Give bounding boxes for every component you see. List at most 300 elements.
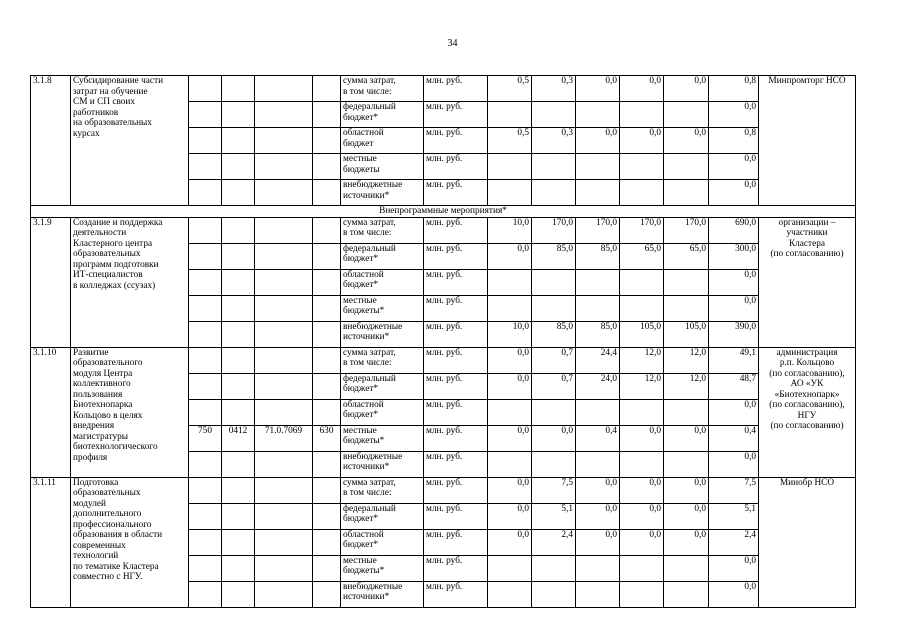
code-cell [313, 347, 341, 373]
code-cell [222, 128, 255, 154]
executor-cell [759, 477, 856, 607]
value-cell [620, 295, 664, 321]
value-cell [488, 555, 532, 581]
code-cell [255, 243, 313, 269]
value-cell: 0,0 [576, 128, 620, 154]
code-cell [222, 581, 255, 607]
code-cell [222, 295, 255, 321]
code-cell [222, 555, 255, 581]
code-cell [313, 243, 341, 269]
text-line: в том числе: [343, 358, 392, 368]
value-cell: 0,0 [488, 347, 532, 373]
code-cell [313, 128, 341, 154]
funding-source-label [341, 321, 424, 347]
unit-cell: млн. руб. [424, 477, 488, 503]
text-line: Развитие [73, 347, 109, 358]
value-cell [532, 451, 576, 477]
funding-source-label [341, 347, 424, 373]
text-line: федеральный [343, 373, 396, 384]
text-line: в том числе: [343, 488, 392, 498]
text-line: внебюджетные [343, 451, 403, 462]
value-cell [488, 581, 532, 607]
value-cell [620, 154, 664, 180]
unit-cell: млн. руб. [424, 321, 488, 347]
funding-source-label [341, 217, 424, 243]
code-cell [313, 555, 341, 581]
text-line: областной [343, 128, 384, 138]
value-cell [532, 555, 576, 581]
value-cell: 170,0 [532, 217, 576, 243]
value-cell: 0,0 [488, 503, 532, 529]
value-cell: 5,1 [709, 503, 759, 529]
value-cell: 24,4 [576, 347, 620, 373]
code-cell [189, 269, 222, 295]
code-cell [222, 243, 255, 269]
text-line: бюджет* [343, 384, 379, 394]
budget-table [30, 75, 856, 608]
code-cell [313, 503, 341, 529]
item-number: 3.1.8 [31, 76, 71, 206]
text-line: источники* [343, 190, 390, 201]
unit-cell: млн. руб. [424, 581, 488, 607]
funding-source-label [341, 102, 424, 128]
code-cell [313, 399, 341, 425]
value-cell: 24,0 [576, 373, 620, 399]
code-cell [255, 321, 313, 347]
text-line: федеральный [343, 243, 396, 254]
value-cell [532, 180, 576, 206]
value-cell: 0,0 [488, 373, 532, 399]
code-cell [255, 180, 313, 206]
text-line: деятельности [73, 228, 127, 238]
text-line: местные [343, 295, 377, 306]
page-number: 34 [447, 38, 458, 49]
value-cell [532, 154, 576, 180]
table-row [31, 347, 856, 373]
unit-cell: млн. руб. [424, 399, 488, 425]
value-cell: 0,0 [620, 529, 664, 555]
text-line: организации – [778, 217, 836, 228]
code-cell [189, 373, 222, 399]
text-line: дополнительного [73, 509, 142, 519]
code-cell [222, 399, 255, 425]
text-line: коллективного [73, 379, 131, 389]
value-cell: 0,0 [488, 529, 532, 555]
value-cell: 2,4 [709, 529, 759, 555]
value-cell [620, 581, 664, 607]
code-cell [189, 529, 222, 555]
code-cell [222, 503, 255, 529]
value-cell: 85,0 [576, 243, 620, 269]
value-cell: 85,0 [532, 243, 576, 269]
value-cell [576, 555, 620, 581]
value-cell [620, 555, 664, 581]
value-cell [532, 102, 576, 128]
item-title [71, 347, 189, 477]
value-cell [576, 154, 620, 180]
text-line: Кластера [788, 238, 826, 249]
text-line: в колледжах (ссузах) [73, 280, 156, 291]
value-cell: 170,0 [664, 217, 709, 243]
value-cell [620, 102, 664, 128]
text-line: р.п. Кольцово [779, 358, 835, 368]
text-line: образовательных [73, 249, 141, 259]
text-line: федеральный [343, 503, 396, 514]
code-cell [222, 373, 255, 399]
text-line: областной [343, 529, 384, 540]
value-cell [664, 451, 709, 477]
value-cell: 0,7 [532, 347, 576, 373]
value-cell: 0,5 [488, 128, 532, 154]
value-cell: 0,0 [664, 425, 709, 451]
value-cell: 0,0 [709, 154, 759, 180]
value-cell: 390,0 [709, 321, 759, 347]
text-line: современных [73, 540, 126, 551]
value-cell: 0,0 [709, 581, 759, 607]
value-cell [532, 581, 576, 607]
text-line: «Биотехнопарк» [774, 389, 840, 400]
code-cell [189, 217, 222, 243]
code-cell [189, 399, 222, 425]
value-cell: 0,0 [620, 128, 664, 154]
text-line: местные [343, 555, 377, 566]
value-cell: 0,0 [664, 503, 709, 529]
value-cell [620, 399, 664, 425]
code-cell [189, 321, 222, 347]
text-line: бюджеты* [343, 436, 385, 446]
text-line: курсах [73, 128, 100, 139]
value-cell: 49,1 [709, 347, 759, 373]
text-line: Биотехнопарка [73, 400, 133, 410]
text-line: пользования [73, 389, 123, 400]
value-cell [532, 295, 576, 321]
code-cell [255, 102, 313, 128]
value-cell: 0,8 [709, 76, 759, 102]
funding-source-label [341, 76, 424, 102]
code-cell [255, 529, 313, 555]
text-line: Субсидирование части [73, 76, 164, 86]
text-line: администрация [776, 347, 838, 358]
value-cell [488, 180, 532, 206]
value-cell: 48,7 [709, 373, 759, 399]
code-cell [222, 321, 255, 347]
unit-cell: млн. руб. [424, 451, 488, 477]
code-cell [255, 128, 313, 154]
code-cell [255, 399, 313, 425]
text-line: образовательных [73, 488, 141, 498]
value-cell: 0,4 [576, 425, 620, 451]
value-cell [488, 399, 532, 425]
code-cell [313, 373, 341, 399]
value-cell [576, 399, 620, 425]
value-cell: 0,8 [709, 128, 759, 154]
value-cell [576, 180, 620, 206]
text-line: (по согласованию) [770, 421, 844, 431]
text-line: магистратуры [73, 431, 129, 442]
funding-source-label [341, 269, 424, 295]
text-line: образовательного [73, 358, 143, 368]
value-cell: 0,0 [664, 529, 709, 555]
unit-cell: млн. руб. [424, 555, 488, 581]
code-cell: 71.0.7069 [255, 425, 313, 451]
text-line: образования в области [73, 530, 163, 540]
code-cell [222, 477, 255, 503]
value-cell: 0,0 [709, 295, 759, 321]
text-line: на образовательных [73, 118, 152, 128]
text-line: сумма затрат, [343, 477, 396, 488]
value-cell: 0,0 [576, 477, 620, 503]
value-cell [532, 269, 576, 295]
text-line: бюджеты* [343, 306, 385, 316]
value-cell: 65,0 [620, 243, 664, 269]
funding-source-label [341, 128, 424, 154]
value-cell: 0,7 [532, 373, 576, 399]
section-row [31, 206, 856, 218]
unit-cell: млн. руб. [424, 128, 488, 154]
text-line: в том числе: [343, 86, 392, 97]
funding-source-label [341, 529, 424, 555]
unit-cell: млн. руб. [424, 373, 488, 399]
item-title [71, 217, 189, 347]
unit-cell: млн. руб. [424, 503, 488, 529]
code-cell [255, 154, 313, 180]
text-line: технологий [73, 551, 119, 561]
value-cell [664, 399, 709, 425]
text-line: программ подготовки [73, 259, 159, 270]
text-line: сумма затрат, [343, 76, 396, 86]
value-cell: 105,0 [620, 321, 664, 347]
code-cell [313, 451, 341, 477]
value-cell: 0,0 [620, 76, 664, 102]
value-cell: 10,0 [488, 321, 532, 347]
value-cell: 105,0 [664, 321, 709, 347]
value-cell: 0,0 [576, 76, 620, 102]
value-cell: 0,0 [620, 425, 664, 451]
text-line: профессионального [73, 519, 152, 530]
value-cell [488, 269, 532, 295]
item-title [71, 477, 189, 607]
code-cell [222, 180, 255, 206]
code-cell [255, 347, 313, 373]
text-line: внедрения [73, 421, 115, 431]
code-cell [189, 503, 222, 529]
text-line: (по согласованию), [769, 368, 845, 379]
text-line: бюджет* [343, 410, 379, 420]
value-cell: 300,0 [709, 243, 759, 269]
unit-cell: млн. руб. [424, 180, 488, 206]
value-cell [488, 451, 532, 477]
value-cell: 0,0 [709, 399, 759, 425]
code-cell [189, 102, 222, 128]
value-cell [664, 555, 709, 581]
funding-source-label [341, 295, 424, 321]
value-cell [576, 451, 620, 477]
code-cell [255, 269, 313, 295]
text-line: областной [343, 269, 384, 280]
value-cell: 0,0 [488, 477, 532, 503]
text-line: затрат на обучение [73, 86, 148, 97]
code-cell [255, 451, 313, 477]
text-line: бюджет* [343, 540, 379, 550]
code-cell [255, 477, 313, 503]
value-cell: 690,0 [709, 217, 759, 243]
code-cell [222, 529, 255, 555]
value-cell [576, 581, 620, 607]
value-cell: 0,0 [709, 555, 759, 581]
code-cell [313, 217, 341, 243]
value-cell: 170,0 [576, 217, 620, 243]
unit-cell: млн. руб. [424, 529, 488, 555]
value-cell [664, 180, 709, 206]
code-cell [255, 581, 313, 607]
text-line: (по согласованию) [770, 249, 844, 259]
value-cell: 0,0 [709, 269, 759, 295]
code-cell [255, 217, 313, 243]
code-cell [255, 503, 313, 529]
text-line: Подготовка [73, 477, 119, 488]
funding-source-label [341, 451, 424, 477]
value-cell: 7,5 [532, 477, 576, 503]
code-cell [189, 347, 222, 373]
text-line: биотехнологического [73, 442, 158, 452]
text-line: источники* [343, 592, 390, 602]
table-row [31, 76, 856, 102]
value-cell: 0,0 [709, 102, 759, 128]
value-cell [664, 154, 709, 180]
code-cell [222, 347, 255, 373]
text-line: внебюджетные [343, 180, 403, 190]
funding-source-label [341, 555, 424, 581]
text-line: бюджет* [343, 112, 379, 123]
text-line: по тематике Кластера [73, 561, 159, 572]
unit-cell: млн. руб. [424, 347, 488, 373]
code-cell [189, 477, 222, 503]
code-cell [189, 581, 222, 607]
value-cell [664, 102, 709, 128]
value-cell [620, 180, 664, 206]
value-cell: 5,1 [532, 503, 576, 529]
text-line: АО «УК [790, 379, 824, 389]
unit-cell: млн. руб. [424, 217, 488, 243]
funding-source-label [341, 180, 424, 206]
code-cell: 0412 [222, 425, 255, 451]
text-line: Минпромторг НСО [768, 76, 846, 86]
text-line: источники* [343, 462, 390, 472]
code-cell [313, 180, 341, 206]
text-line: бюджет* [343, 514, 379, 524]
text-line: сумма затрат, [343, 217, 396, 228]
text-line: профиля [73, 452, 108, 463]
code-cell [313, 321, 341, 347]
code-cell [313, 295, 341, 321]
item-title [71, 76, 189, 206]
text-line: сумма затрат, [343, 347, 396, 358]
value-cell [620, 269, 664, 295]
value-cell: 0,0 [532, 425, 576, 451]
text-line: бюджеты [343, 164, 380, 175]
code-cell [222, 451, 255, 477]
text-line: бюджеты* [343, 566, 385, 576]
table-row [31, 217, 856, 243]
value-cell: 85,0 [576, 321, 620, 347]
value-cell: 2,4 [532, 529, 576, 555]
value-cell [664, 295, 709, 321]
text-line: модуля Центра [73, 368, 133, 379]
text-line: (по согласованию), [769, 400, 845, 410]
executor-cell [759, 76, 856, 206]
unit-cell: млн. руб. [424, 269, 488, 295]
text-line: областной [343, 399, 384, 410]
code-cell [222, 102, 255, 128]
text-line: местные [343, 425, 377, 436]
code-cell [255, 373, 313, 399]
executor-cell [759, 217, 856, 347]
value-cell: 0,3 [532, 128, 576, 154]
text-line: внебюджетные [343, 321, 403, 332]
value-cell: 0,0 [664, 76, 709, 102]
text-line: бюджет* [343, 280, 379, 290]
code-cell [313, 581, 341, 607]
value-cell: 12,0 [620, 373, 664, 399]
code-cell [313, 477, 341, 503]
value-cell: 0,0 [576, 529, 620, 555]
text-line: Минобр НСО [779, 477, 835, 488]
text-line: участники [786, 228, 828, 238]
table-row [31, 477, 856, 503]
value-cell: 0,5 [488, 76, 532, 102]
code-cell [189, 180, 222, 206]
item-number: 3.1.11 [31, 477, 71, 607]
value-cell: 0,0 [488, 425, 532, 451]
text-line: местные [343, 154, 377, 164]
funding-source-label [341, 243, 424, 269]
value-cell [532, 399, 576, 425]
code-cell [313, 269, 341, 295]
code-cell [189, 295, 222, 321]
executor-cell [759, 347, 856, 477]
value-cell: 0,4 [709, 425, 759, 451]
unit-cell: млн. руб. [424, 425, 488, 451]
text-line: Кольцово в целях [73, 410, 143, 421]
funding-source-label [341, 399, 424, 425]
value-cell: 12,0 [664, 373, 709, 399]
code-cell [222, 76, 255, 102]
code-cell [222, 154, 255, 180]
text-line: в том числе: [343, 228, 392, 238]
value-cell: 12,0 [664, 347, 709, 373]
value-cell: 10,0 [488, 217, 532, 243]
value-cell: 0,3 [532, 76, 576, 102]
code-cell [222, 269, 255, 295]
unit-cell: млн. руб. [424, 76, 488, 102]
code-cell [313, 529, 341, 555]
text-line: совместно с НГУ. [73, 572, 143, 582]
code-cell [255, 555, 313, 581]
code-cell: 750 [189, 425, 222, 451]
text-line: НГУ [797, 410, 817, 421]
value-cell [664, 269, 709, 295]
unit-cell: млн. руб. [424, 154, 488, 180]
value-cell: 170,0 [620, 217, 664, 243]
value-cell: 0,0 [709, 451, 759, 477]
text-line: СМ и СП своих [73, 97, 136, 107]
item-number: 3.1.10 [31, 347, 71, 477]
funding-source-label [341, 154, 424, 180]
unit-cell: млн. руб. [424, 102, 488, 128]
value-cell [488, 295, 532, 321]
text-line: бюджет* [343, 254, 379, 264]
code-cell [255, 295, 313, 321]
